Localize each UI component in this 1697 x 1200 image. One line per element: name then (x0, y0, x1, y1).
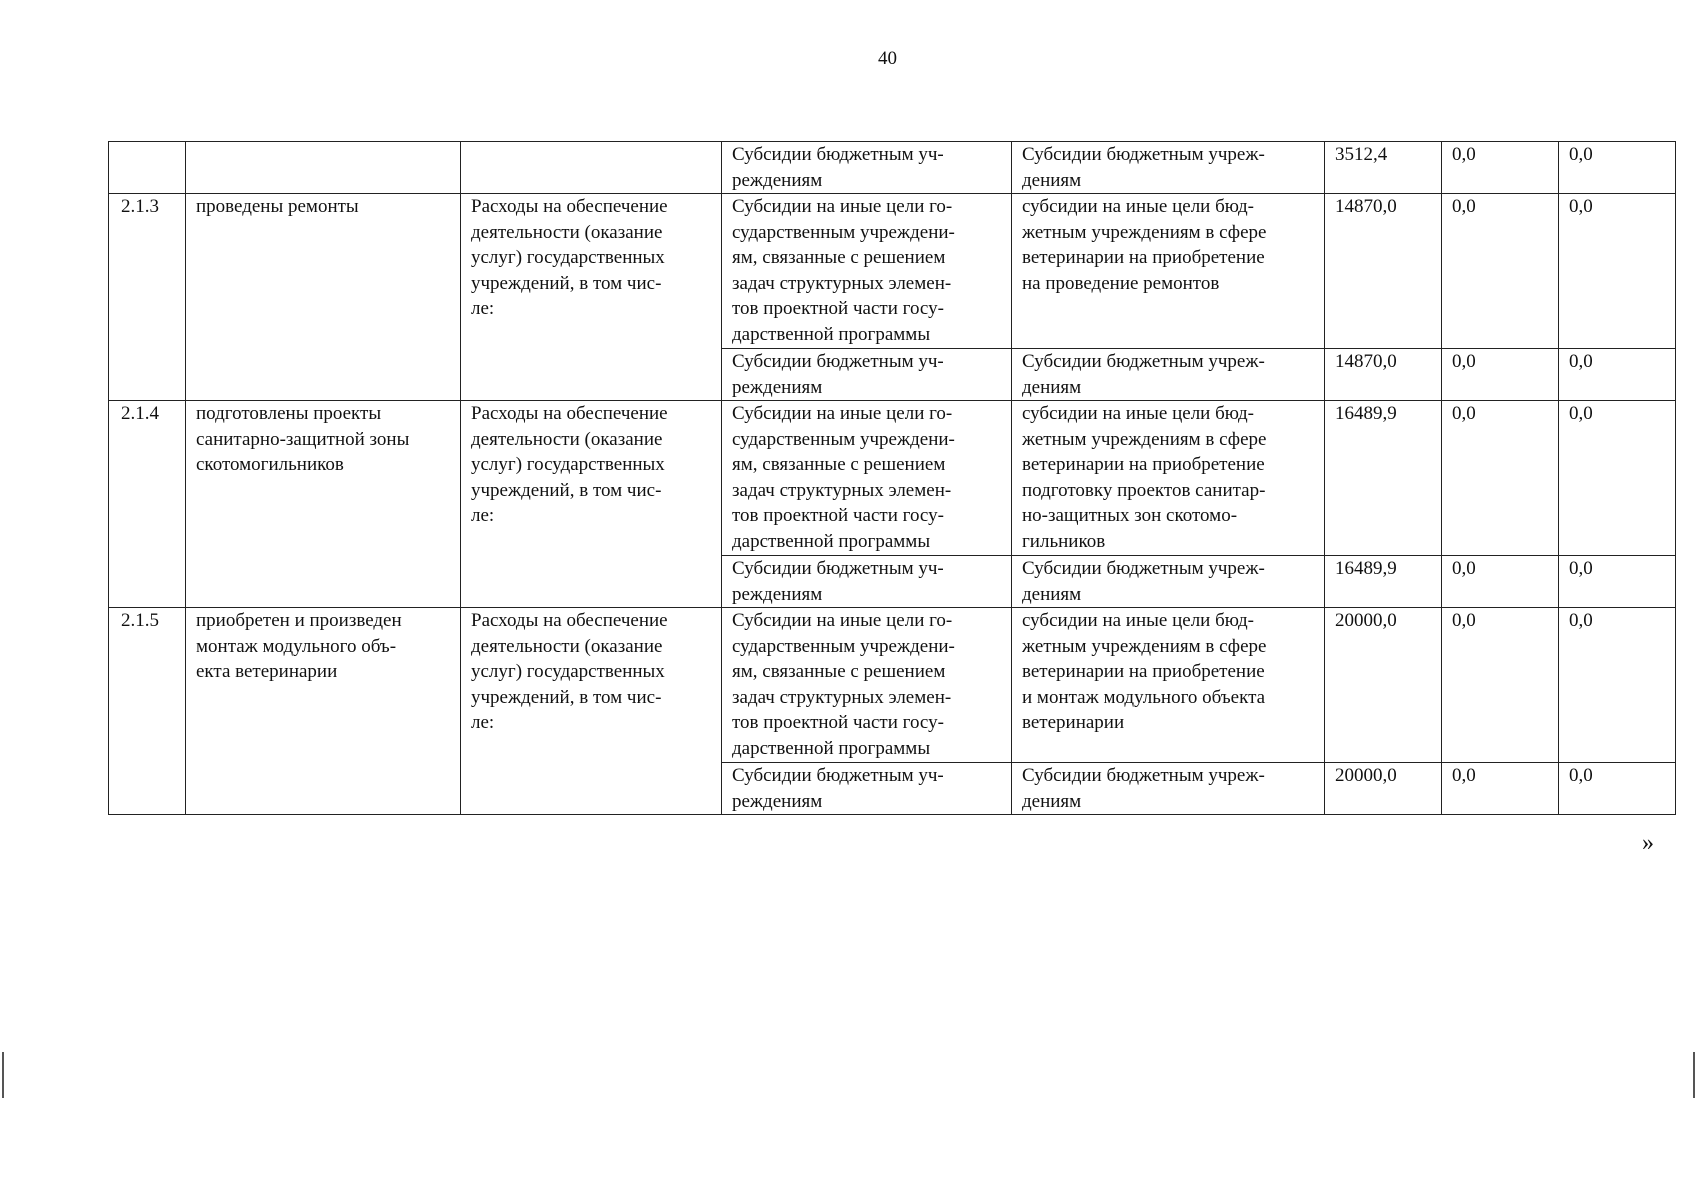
subsidy-purpose-cell-line: дениям (1022, 583, 1082, 605)
amount-cell-3-line: 0,0 (1569, 403, 1593, 424)
amount-cell-2-line: 0,0 (1452, 403, 1476, 424)
amount-cell-line: 14870,0 (1335, 351, 1397, 372)
closing-quote-mark: » (1642, 830, 1654, 856)
amount-cell (1325, 349, 1442, 401)
expense-cell-line: деятельности (оказание (471, 221, 663, 243)
subsidy-purpose-cell-line: ветеринарии на приобретение (1022, 661, 1265, 682)
table-row (109, 194, 1676, 349)
subsidy-purpose-cell (1012, 763, 1325, 815)
subsidy-type-cell (722, 142, 1012, 194)
amount-cell-line: 20000,0 (1335, 610, 1397, 631)
num-cell (109, 194, 186, 401)
subsidy-type-cell-line: Субсидии на иные цели го- (732, 610, 953, 631)
subsidy-type-cell-line: ям, связанные с решением (732, 247, 946, 268)
amount-cell (1325, 556, 1442, 608)
amount-cell-3-line: 0,0 (1569, 196, 1593, 217)
amount-cell-2-line: 0,0 (1452, 196, 1476, 217)
subsidy-purpose-cell-line: но-защитных зон скотомо- (1022, 505, 1238, 526)
result-cell-line: скотомогильников (196, 454, 344, 475)
subsidy-purpose-cell-line: дениям (1022, 169, 1082, 191)
subsidy-type-cell-line: тов проектной части госу- (732, 712, 944, 733)
result-cell-line: санитарно-защитной зоны (196, 428, 410, 450)
amount-cell-3-line: 0,0 (1569, 351, 1593, 372)
subsidy-type-cell-line: Субсидии на иные цели го- (732, 403, 953, 424)
amount-cell-line: 3512,4 (1335, 144, 1388, 165)
subsidy-purpose-cell-line: ветеринарии на приобретение (1022, 247, 1265, 268)
subsidy-purpose-cell (1012, 556, 1325, 608)
subsidy-purpose-cell-line: жетным учреждениям в сфере (1022, 221, 1267, 243)
subsidy-type-cell-line: тов проектной части госу- (732, 298, 944, 319)
subsidy-type-cell-line: задач структурных элемен- (732, 272, 952, 294)
num-cell (109, 608, 186, 815)
amount-cell-line: 16489,9 (1335, 558, 1397, 579)
expense-cell-line: Расходы на обеспечение (471, 610, 668, 631)
amount-cell-2 (1442, 349, 1559, 401)
subsidy-purpose-cell-line: Субсидии бюджетным учреж- (1022, 558, 1265, 579)
result-cell-line: монтаж модульного объ- (196, 635, 397, 657)
subsidy-purpose-cell-line: на проведение ремонтов (1022, 272, 1220, 294)
subsidy-purpose-cell-line: дениям (1022, 790, 1082, 812)
amount-cell-3-line: 0,0 (1569, 144, 1593, 165)
subsidy-type-cell-line: реждениям (732, 169, 823, 191)
subsidy-type-cell-line: задач структурных элемен- (732, 686, 952, 708)
subsidy-purpose-cell (1012, 608, 1325, 763)
amount-cell (1325, 608, 1442, 763)
expense-cell (461, 142, 722, 194)
amount-cell (1325, 194, 1442, 349)
amount-cell-3-line: 0,0 (1569, 558, 1593, 579)
subsidy-purpose-cell-line: Субсидии бюджетным учреж- (1022, 144, 1265, 165)
expense-cell (461, 401, 722, 608)
table-row (109, 401, 1676, 556)
expense-cell (461, 608, 722, 815)
subsidy-type-cell-line: сударственным учреждени- (732, 635, 955, 657)
scan-edge-mark-right (1693, 1052, 1695, 1098)
num-cell (109, 401, 186, 608)
subsidy-purpose-cell-line: субсидии на иные цели бюд- (1022, 610, 1254, 631)
num-cell-line: 2.1.3 (121, 196, 159, 217)
subsidy-purpose-cell (1012, 142, 1325, 194)
amount-cell-3 (1559, 142, 1676, 194)
expense-cell (461, 194, 722, 401)
page-number: 40 (878, 48, 897, 69)
amount-cell-2 (1442, 142, 1559, 194)
expense-cell-line: учреждений, в том чис- (471, 686, 662, 708)
subsidy-purpose-cell-line: Субсидии бюджетным учреж- (1022, 765, 1265, 786)
table-row (109, 608, 1676, 763)
subsidy-purpose-cell (1012, 401, 1325, 556)
amount-cell-2 (1442, 556, 1559, 608)
budget-table (108, 141, 1676, 815)
amount-cell-line: 16489,9 (1335, 403, 1397, 424)
num-cell-line: 2.1.4 (121, 403, 159, 424)
subsidy-type-cell-line: ям, связанные с решением (732, 454, 946, 475)
subsidy-type-cell-line: Субсидии бюджетным уч- (732, 765, 944, 786)
subsidy-type-cell-line: ям, связанные с решением (732, 661, 946, 682)
result-cell (186, 142, 461, 194)
subsidy-purpose-cell-line: ветеринарии на приобретение (1022, 454, 1265, 475)
amount-cell-2-line: 0,0 (1452, 765, 1476, 786)
amount-cell-3 (1559, 194, 1676, 349)
subsidy-type-cell-line: реждениям (732, 376, 823, 398)
amount-cell-2-line: 0,0 (1452, 351, 1476, 372)
subsidy-type-cell-line: задач структурных элемен- (732, 479, 952, 501)
subsidy-type-cell-line: сударственным учреждени- (732, 221, 955, 243)
amount-cell (1325, 401, 1442, 556)
subsidy-purpose-cell-line: ветеринарии (1022, 712, 1125, 733)
amount-cell-2-line: 0,0 (1452, 144, 1476, 165)
subsidy-type-cell-line: Субсидии бюджетным уч- (732, 558, 944, 579)
subsidy-purpose-cell-line: гильников (1022, 530, 1106, 552)
subsidy-type-cell (722, 194, 1012, 349)
subsidy-type-cell (722, 401, 1012, 556)
subsidy-type-cell (722, 763, 1012, 815)
amount-cell-2-line: 0,0 (1452, 610, 1476, 631)
expense-cell-line: Расходы на обеспечение (471, 196, 668, 217)
expense-cell-line: Расходы на обеспечение (471, 403, 668, 424)
result-cell-line: проведены ремонты (196, 196, 359, 217)
subsidy-purpose-cell-line: подготовку проектов санитар- (1022, 479, 1266, 501)
subsidy-purpose-cell-line: жетным учреждениям в сфере (1022, 428, 1267, 450)
subsidy-type-cell-line: Субсидии на иные цели го- (732, 196, 953, 217)
amount-cell (1325, 142, 1442, 194)
expense-cell-line: ле: (471, 298, 495, 319)
expense-cell-line: деятельности (оказание (471, 428, 663, 450)
subsidy-type-cell-line: дарственной программы (732, 323, 931, 345)
amount-cell-2 (1442, 194, 1559, 349)
expense-cell-line: услуг) государственных (471, 454, 665, 475)
subsidy-purpose-cell-line: и монтаж модульного объекта (1022, 686, 1266, 708)
subsidy-purpose-cell-line: Субсидии бюджетным учреж- (1022, 351, 1265, 372)
amount-cell-3 (1559, 349, 1676, 401)
result-cell (186, 608, 461, 815)
expense-cell-line: учреждений, в том чис- (471, 272, 662, 294)
subsidy-type-cell-line: дарственной программы (732, 530, 931, 552)
subsidy-purpose-cell (1012, 194, 1325, 349)
amount-cell-2 (1442, 608, 1559, 763)
expense-cell-line: деятельности (оказание (471, 635, 663, 657)
amount-cell-3 (1559, 401, 1676, 556)
subsidy-type-cell-line: реждениям (732, 583, 823, 605)
amount-cell-3-line: 0,0 (1569, 765, 1593, 786)
subsidy-type-cell-line: реждениям (732, 790, 823, 812)
result-cell (186, 401, 461, 608)
amount-cell-2 (1442, 763, 1559, 815)
amount-cell-line: 20000,0 (1335, 765, 1397, 786)
subsidy-purpose-cell-line: субсидии на иные цели бюд- (1022, 196, 1254, 217)
subsidy-purpose-cell-line: жетным учреждениям в сфере (1022, 635, 1267, 657)
expense-cell-line: учреждений, в том чис- (471, 479, 662, 501)
result-cell-line: приобретен и произведен (196, 610, 402, 631)
subsidy-purpose-cell-line: субсидии на иные цели бюд- (1022, 403, 1254, 424)
amount-cell-2 (1442, 401, 1559, 556)
num-cell-line: 2.1.5 (121, 610, 159, 631)
num-cell (109, 142, 186, 194)
subsidy-type-cell (722, 556, 1012, 608)
subsidy-purpose-cell (1012, 349, 1325, 401)
subsidy-type-cell (722, 349, 1012, 401)
amount-cell-3 (1559, 763, 1676, 815)
expense-cell-line: услуг) государственных (471, 247, 665, 268)
subsidy-type-cell (722, 608, 1012, 763)
amount-cell-3-line: 0,0 (1569, 610, 1593, 631)
result-cell-line: подготовлены проекты (196, 403, 382, 424)
result-cell (186, 194, 461, 401)
amount-cell (1325, 763, 1442, 815)
subsidy-type-cell-line: тов проектной части госу- (732, 505, 944, 526)
table-row (109, 142, 1676, 194)
subsidy-type-cell-line: Субсидии бюджетным уч- (732, 144, 944, 165)
result-cell-line: екта ветеринарии (196, 661, 338, 682)
expense-cell-line: ле: (471, 505, 495, 526)
subsidy-type-cell-line: Субсидии бюджетным уч- (732, 351, 944, 372)
expense-cell-line: ле: (471, 712, 495, 733)
amount-cell-2-line: 0,0 (1452, 558, 1476, 579)
amount-cell-3 (1559, 556, 1676, 608)
subsidy-purpose-cell-line: дениям (1022, 376, 1082, 398)
amount-cell-3 (1559, 608, 1676, 763)
scan-edge-mark-left (2, 1052, 4, 1098)
expense-cell-line: услуг) государственных (471, 661, 665, 682)
amount-cell-line: 14870,0 (1335, 196, 1397, 217)
subsidy-type-cell-line: дарственной программы (732, 737, 931, 759)
subsidy-type-cell-line: сударственным учреждени- (732, 428, 955, 450)
